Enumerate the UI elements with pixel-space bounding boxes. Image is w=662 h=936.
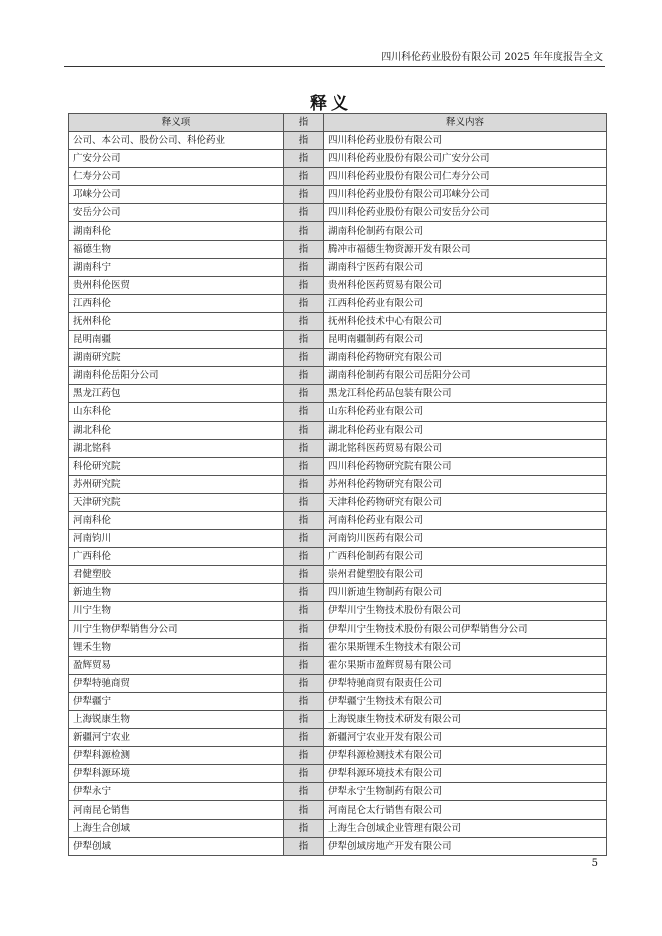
- term-cell: 新疆河宁农业: [69, 729, 284, 747]
- table-row: [69, 656, 607, 674]
- refers-cell: 指: [284, 294, 324, 312]
- table-header-row: [69, 114, 607, 132]
- definition-cell: 四川科伦药业股份有限公司: [324, 132, 607, 150]
- definition-cell: 伊犁永宁生物制药有限公司: [324, 783, 607, 801]
- table-row: [69, 312, 607, 330]
- term-cell: 江西科伦: [69, 294, 284, 312]
- term-cell: 川宁生物: [69, 602, 284, 620]
- refers-cell: 指: [284, 403, 324, 421]
- refers-cell: 指: [284, 385, 324, 403]
- term-cell: 川宁生物伊犁销售分公司: [69, 620, 284, 638]
- term-cell: 伊犁特驰商贸: [69, 674, 284, 692]
- table-row: [69, 493, 607, 511]
- table-row: [69, 620, 607, 638]
- definition-cell: 崇州君健塑胶有限公司: [324, 566, 607, 584]
- refers-cell: 指: [284, 530, 324, 548]
- term-cell: 伊犁创域: [69, 837, 284, 855]
- term-cell: 苏州研究院: [69, 475, 284, 493]
- term-cell: 伊犁疆宁: [69, 692, 284, 710]
- page-title: 释义: [310, 94, 352, 114]
- table-row: [69, 150, 607, 168]
- table-row: [69, 367, 607, 385]
- table-row: [69, 729, 607, 747]
- page-number: 5: [591, 858, 598, 869]
- table-row: [69, 530, 607, 548]
- table-row: [69, 475, 607, 493]
- term-cell: 上海生合创域: [69, 819, 284, 837]
- header-text: 四川科伦药业股份有限公司 2025 年年度报告全文: [381, 52, 603, 63]
- definition-cell: 河南科伦药业有限公司: [324, 511, 607, 529]
- definition-cell: 四川科伦药业股份有限公司安岳分公司: [324, 204, 607, 222]
- refers-cell: 指: [284, 692, 324, 710]
- definition-cell: 霍尔果斯锂禾生物技术有限公司: [324, 638, 607, 656]
- definition-cell: 湖北铭科医药贸易有限公司: [324, 439, 607, 457]
- term-cell: 河南科伦: [69, 511, 284, 529]
- term-cell: 湖南科伦岳阳分公司: [69, 367, 284, 385]
- table-row: [69, 819, 607, 837]
- refers-cell: 指: [284, 566, 324, 584]
- definition-cell: 湖南科伦药物研究有限公司: [324, 349, 607, 367]
- definition-cell: 四川科伦药业股份有限公司仁寿分公司: [324, 168, 607, 186]
- definition-cell: 河南昆仑太行销售有限公司: [324, 801, 607, 819]
- term-cell: 河南昆仑销售: [69, 801, 284, 819]
- definition-cell: 湖南科伦制药有限公司: [324, 222, 607, 240]
- definition-cell: 上海生合创域企业管理有限公司: [324, 819, 607, 837]
- table-row: [69, 294, 607, 312]
- term-cell: 湖南科宁: [69, 258, 284, 276]
- refers-cell: 指: [284, 331, 324, 349]
- definition-cell: 湖北科伦药业有限公司: [324, 421, 607, 439]
- table-row: [69, 692, 607, 710]
- refers-cell: 指: [284, 186, 324, 204]
- term-cell: 安岳分公司: [69, 204, 284, 222]
- term-cell: 黑龙江药包: [69, 385, 284, 403]
- definition-cell: 苏州科伦药物研究有限公司: [324, 475, 607, 493]
- term-cell: 湖南科伦: [69, 222, 284, 240]
- definition-cell: 广西科伦制药有限公司: [324, 548, 607, 566]
- term-cell: 君健塑胶: [69, 566, 284, 584]
- term-cell: 广安分公司: [69, 150, 284, 168]
- table-row: [69, 258, 607, 276]
- refers-cell: 指: [284, 620, 324, 638]
- refers-cell: 指: [284, 511, 324, 529]
- term-cell: 昆明南疆: [69, 331, 284, 349]
- refers-cell: 指: [284, 150, 324, 168]
- table-row: [69, 421, 607, 439]
- table-row: [69, 566, 607, 584]
- refers-cell: 指: [284, 132, 324, 150]
- refers-cell: 指: [284, 656, 324, 674]
- refers-cell: 指: [284, 349, 324, 367]
- table-row: [69, 439, 607, 457]
- term-cell: 公司、本公司、股份公司、科伦药业: [69, 132, 284, 150]
- definition-cell: 四川科伦药业股份有限公司邛崃分公司: [324, 186, 607, 204]
- definition-cell: 江西科伦药业有限公司: [324, 294, 607, 312]
- term-cell: 天津研究院: [69, 493, 284, 511]
- table-row: [69, 240, 607, 258]
- term-cell: 邛崃分公司: [69, 186, 284, 204]
- definition-cell: 贵州科伦医药贸易有限公司: [324, 276, 607, 294]
- table-body: [69, 132, 607, 856]
- table-row: [69, 548, 607, 566]
- table-row: [69, 132, 607, 150]
- refers-cell: 指: [284, 240, 324, 258]
- refers-cell: 指: [284, 783, 324, 801]
- refers-cell: 指: [284, 204, 324, 222]
- definition-cell: 四川新迪生物制药有限公司: [324, 584, 607, 602]
- term-cell: 湖南研究院: [69, 349, 284, 367]
- refers-cell: 指: [284, 222, 324, 240]
- refers-cell: 指: [284, 711, 324, 729]
- table-row: [69, 747, 607, 765]
- term-cell: 盈辉贸易: [69, 656, 284, 674]
- term-cell: 仁寿分公司: [69, 168, 284, 186]
- table-row: [69, 765, 607, 783]
- table-row: [69, 602, 607, 620]
- refers-cell: 指: [284, 276, 324, 294]
- table-row: [69, 801, 607, 819]
- refers-cell: 指: [284, 258, 324, 276]
- refers-cell: 指: [284, 312, 324, 330]
- table-row: [69, 222, 607, 240]
- definition-cell: 黑龙江科伦药品包装有限公司: [324, 385, 607, 403]
- term-cell: 新迪生物: [69, 584, 284, 602]
- definition-cell: 四川科伦药物研究院有限公司: [324, 457, 607, 475]
- refers-cell: 指: [284, 367, 324, 385]
- term-cell: 上海锐康生物: [69, 711, 284, 729]
- table-row: [69, 638, 607, 656]
- definition-cell: 伊犁特驰商贸有限责任公司: [324, 674, 607, 692]
- table-row: [69, 837, 607, 855]
- table-row: [69, 674, 607, 692]
- page-header: [64, 46, 605, 67]
- definition-cell: 湖南科宁医药有限公司: [324, 258, 607, 276]
- definition-cell: 腾冲市福德生物资源开发有限公司: [324, 240, 607, 258]
- term-cell: 抚州科伦: [69, 312, 284, 330]
- definition-cell: 天津科伦药物研究有限公司: [324, 493, 607, 511]
- definition-cell: 伊犁创域房地产开发有限公司: [324, 837, 607, 855]
- table-row: [69, 511, 607, 529]
- table-row: [69, 457, 607, 475]
- definition-cell: 四川科伦药业股份有限公司广安分公司: [324, 150, 607, 168]
- refers-cell: 指: [284, 439, 324, 457]
- table-row: [69, 186, 607, 204]
- definition-cell: 山东科伦药业有限公司: [324, 403, 607, 421]
- refers-cell: 指: [284, 493, 324, 511]
- refers-cell: 指: [284, 837, 324, 855]
- column-header-definition: 释义内容: [324, 114, 607, 132]
- definition-cell: 新疆河宁农业开发有限公司: [324, 729, 607, 747]
- refers-cell: 指: [284, 457, 324, 475]
- definition-cell: 伊犁科源检测技术有限公司: [324, 747, 607, 765]
- table-row: [69, 168, 607, 186]
- definition-cell: 伊犁疆宁生物技术有限公司: [324, 692, 607, 710]
- refers-cell: 指: [284, 747, 324, 765]
- definition-cell: 伊犁科源环境技术有限公司: [324, 765, 607, 783]
- term-cell: 湖北铭科: [69, 439, 284, 457]
- table-row: [69, 711, 607, 729]
- refers-cell: 指: [284, 548, 324, 566]
- term-cell: 福德生物: [69, 240, 284, 258]
- term-cell: 山东科伦: [69, 403, 284, 421]
- table-row: [69, 403, 607, 421]
- term-cell: 伊犁科源环境: [69, 765, 284, 783]
- term-cell: 科伦研究院: [69, 457, 284, 475]
- column-header-term: 释义项: [69, 114, 284, 132]
- term-cell: 伊犁永宁: [69, 783, 284, 801]
- definition-cell: 伊犁川宁生物技术股份有限公司伊犁销售分公司: [324, 620, 607, 638]
- refers-cell: 指: [284, 638, 324, 656]
- refers-cell: 指: [284, 819, 324, 837]
- refers-cell: 指: [284, 674, 324, 692]
- table-row: [69, 783, 607, 801]
- refers-cell: 指: [284, 168, 324, 186]
- table-row: [69, 276, 607, 294]
- definition-cell: 昆明南疆制药有限公司: [324, 331, 607, 349]
- table-row: [69, 385, 607, 403]
- table-row: [69, 331, 607, 349]
- table-row: [69, 584, 607, 602]
- column-header-refers: 指: [284, 114, 324, 132]
- term-cell: 湖北科伦: [69, 421, 284, 439]
- term-cell: 河南钧川: [69, 530, 284, 548]
- refers-cell: 指: [284, 584, 324, 602]
- refers-cell: 指: [284, 421, 324, 439]
- refers-cell: 指: [284, 801, 324, 819]
- definition-cell: 上海锐康生物技术研发有限公司: [324, 711, 607, 729]
- definition-cell: 抚州科伦技术中心有限公司: [324, 312, 607, 330]
- term-cell: 锂禾生物: [69, 638, 284, 656]
- definition-cell: 湖南科伦制药有限公司岳阳分公司: [324, 367, 607, 385]
- refers-cell: 指: [284, 475, 324, 493]
- refers-cell: 指: [284, 729, 324, 747]
- refers-cell: 指: [284, 602, 324, 620]
- term-cell: 伊犁科源检测: [69, 747, 284, 765]
- definition-cell: 伊犁川宁生物技术股份有限公司: [324, 602, 607, 620]
- definitions-table: [68, 113, 607, 856]
- term-cell: 贵州科伦医贸: [69, 276, 284, 294]
- definition-cell: 河南钧川医药有限公司: [324, 530, 607, 548]
- definition-cell: 霍尔果斯市盈辉贸易有限公司: [324, 656, 607, 674]
- table-row: [69, 204, 607, 222]
- refers-cell: 指: [284, 765, 324, 783]
- term-cell: 广西科伦: [69, 548, 284, 566]
- table-row: [69, 349, 607, 367]
